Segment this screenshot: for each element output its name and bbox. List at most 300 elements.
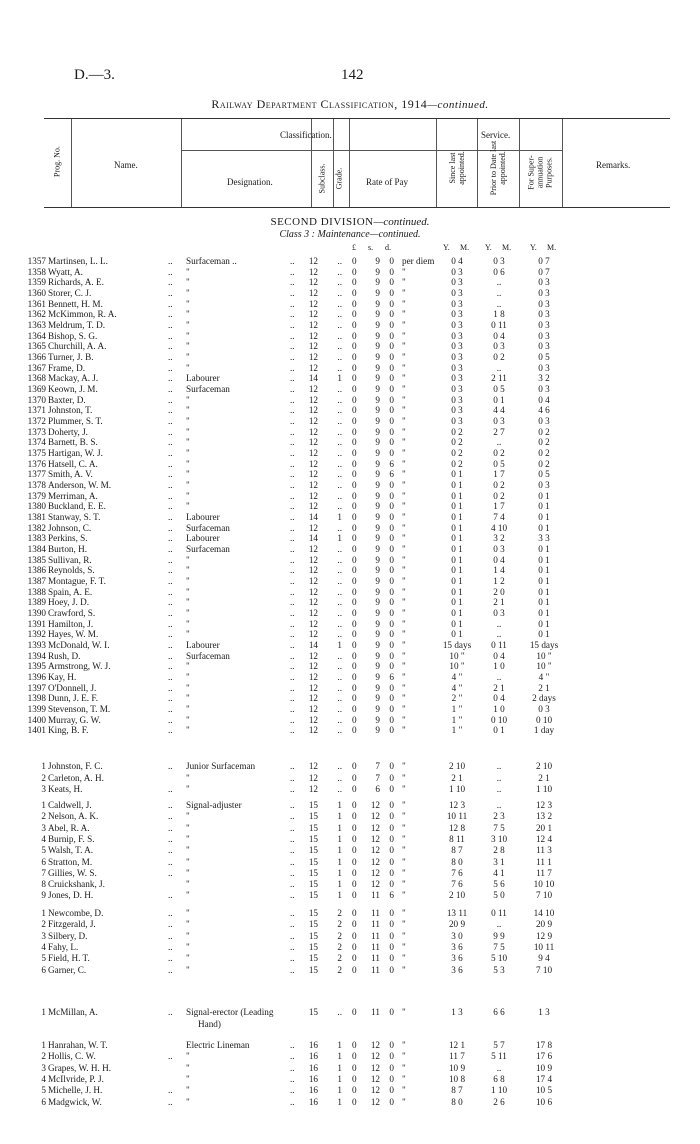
pay-per-cell: "	[402, 373, 406, 384]
prior-to-date-cell: ..	[496, 277, 502, 288]
designation-cell: "	[186, 930, 190, 941]
prior-to-date-cell: 5 3	[493, 964, 505, 975]
prog-no-cell: 1359	[27, 277, 46, 288]
prog-no-cell: 3	[41, 822, 46, 833]
name-leader-cell: ..	[168, 1096, 173, 1107]
pay-pence-cell: 0	[389, 608, 394, 619]
prog-no-cell: 1391	[27, 618, 46, 629]
designation-cell: Surfaceman	[186, 650, 230, 661]
prog-no-cell: 1380	[27, 501, 46, 512]
pay-per-cell: "	[402, 341, 406, 352]
grade-cell: ..	[337, 544, 342, 555]
name-leader-cell: ..	[168, 320, 173, 331]
subclass-cell: 15	[308, 908, 318, 918]
name-cell: Frame, D.	[48, 362, 85, 373]
grade-cell: ..	[337, 469, 342, 480]
designation-leader-cell: ..	[290, 867, 295, 878]
grade-header: Grade.	[334, 167, 344, 190]
pay-per-cell: "	[402, 437, 406, 448]
designation-cell: "	[186, 416, 190, 427]
pay-per-cell: "	[402, 930, 406, 941]
name-leader-cell: ..	[168, 682, 173, 693]
superannuation-cell: 17 6	[535, 1051, 553, 1062]
pay-per-cell: "	[402, 822, 406, 833]
designation-leader-cell: ..	[290, 845, 295, 856]
table-row	[0, 693, 700, 704]
pay-per-cell: "	[402, 384, 406, 395]
pay-shillings-cell: 11	[371, 919, 380, 930]
grade-cell: ..	[337, 448, 342, 459]
superannuation-cell: 12 9	[535, 930, 553, 941]
prog-no-cell: 1388	[27, 586, 46, 597]
prog-no-cell: 1373	[27, 426, 46, 437]
pay-per-cell: "	[402, 480, 406, 491]
prior-to-date-cell: 0 4	[493, 693, 505, 704]
name-leader-cell: ..	[168, 845, 173, 856]
name-leader-cell: ..	[168, 373, 173, 384]
pay-pence-cell: 0	[389, 800, 394, 810]
designation-cell: "	[186, 879, 190, 890]
designation-cell: "	[186, 1051, 190, 1062]
pay-pounds-cell: 0	[352, 352, 357, 363]
name-cell: Hartigan, W. J.	[48, 448, 103, 459]
since-last-cell: 0 1	[451, 608, 463, 619]
name-leader-cell: ..	[168, 256, 173, 266]
subclass-cell: 12	[308, 320, 318, 331]
name-leader-cell: ..	[168, 908, 173, 918]
subclass-cell: 12	[308, 597, 318, 608]
pay-pounds-cell: 0	[352, 672, 357, 683]
pay-pounds-cell: 0	[352, 373, 357, 384]
since-last-cell: 0 1	[451, 512, 463, 523]
name-leader-cell: ..	[168, 426, 173, 437]
pay-pence-cell: 0	[389, 330, 394, 341]
subclass-cell: 15	[308, 964, 318, 975]
prior-to-date-cell: 2 1	[493, 597, 505, 608]
since-last-cell: 1 "	[451, 704, 463, 715]
prog-no-cell: 1384	[27, 544, 46, 555]
name-leader-cell: ..	[168, 448, 173, 459]
page-title	[0, 97, 700, 112]
superannuation-cell: 17 4	[535, 1073, 553, 1084]
subclass-cell: 12	[308, 554, 318, 565]
name-cell: Perkins, S.	[48, 533, 88, 544]
designation-leader-cell: ..	[290, 448, 295, 459]
subclass-cell: 12	[308, 490, 318, 501]
designation-leader-cell: ..	[290, 256, 295, 266]
since-last-cell: 2 1	[451, 772, 463, 783]
subclass-cell: 12	[308, 309, 318, 320]
since-last-cell: 0 1	[451, 469, 463, 480]
pay-pounds-cell: 0	[352, 469, 357, 480]
prog-no-cell: 5	[41, 953, 46, 964]
grade-cell: 1	[337, 1096, 342, 1107]
grade-cell: ..	[337, 672, 342, 683]
prog-no-cell: 4	[41, 833, 46, 844]
pay-pence-cell: 0	[389, 1073, 394, 1084]
table-row	[0, 384, 700, 395]
since-last-cell: 12 8	[448, 822, 466, 833]
grade-cell: 1	[337, 879, 342, 890]
superannuation-cell: 10 9	[535, 1062, 553, 1073]
name-leader-cell: ..	[168, 437, 173, 448]
pay-shillings-cell: 11	[371, 1007, 380, 1017]
pay-shillings-cell: 9	[375, 437, 380, 448]
subclass-cell: 12	[308, 384, 318, 395]
designation-leader-cell: ..	[290, 725, 295, 736]
grade-cell: 1	[337, 640, 342, 651]
superannuation-cell: 2 days	[532, 693, 556, 704]
table-row	[0, 1040, 700, 1051]
pay-per-cell: "	[402, 501, 406, 512]
pay-per-cell: "	[402, 704, 406, 715]
prior-to-date-cell: 7 5	[493, 822, 505, 833]
subclass-cell: 12	[308, 618, 318, 629]
prior-to-date-cell: 0 2	[493, 448, 505, 459]
pay-pounds-cell: 0	[352, 458, 357, 469]
table-row	[0, 523, 700, 534]
name-leader-cell: ..	[168, 1051, 173, 1062]
pay-pence-cell: 6	[389, 469, 394, 480]
prior-months-unit: M.	[502, 243, 512, 252]
pay-shillings-cell: 9	[375, 608, 380, 619]
pay-per-cell: "	[402, 1007, 406, 1017]
pay-pounds-cell: 0	[352, 1096, 357, 1107]
pay-pence-cell: 0	[389, 288, 394, 298]
grade-cell: 1	[337, 512, 342, 523]
since-last-cell: 1 "	[451, 725, 463, 736]
pay-shillings-cell: 12	[370, 1062, 380, 1073]
since-last-cell: 8 7	[451, 845, 463, 856]
name-leader-cell: ..	[168, 941, 173, 952]
since-last-cell: 0 3	[451, 394, 463, 405]
table-row	[0, 437, 700, 448]
pay-pence-cell: 0	[389, 426, 394, 437]
designation-cell: "	[186, 298, 190, 309]
pay-pence-cell: 0	[389, 533, 394, 544]
since-last-cell: 10 11	[446, 811, 468, 822]
since-last-cell: 0 3	[451, 330, 463, 341]
superannuation-cell: 3 3	[538, 533, 550, 544]
since-last-cell: 0 1	[451, 586, 463, 597]
pay-pounds-cell: 0	[352, 288, 357, 298]
pay-pounds-cell: 0	[352, 1040, 357, 1050]
pay-pounds-cell: 0	[352, 522, 357, 533]
designation-leader-cell: ..	[290, 964, 295, 975]
superannuation-cell: 1 10	[535, 784, 553, 794]
name-cell: Cruickshank, J.	[48, 879, 105, 890]
pay-pounds-cell: 0	[352, 256, 357, 266]
pay-shillings-cell: 9	[375, 309, 380, 320]
prog-no-cell: 1396	[27, 672, 46, 683]
pay-per-cell: "	[402, 533, 406, 544]
name-leader-cell: ..	[168, 784, 173, 794]
pay-shillings-cell: 12	[370, 1040, 380, 1050]
name-header: Name.	[114, 160, 138, 170]
name-leader-cell: ..	[168, 362, 173, 373]
name-cell: Anderson, W. M.	[48, 480, 112, 491]
pay-shillings-cell: 9	[375, 586, 380, 597]
pay-shillings-cell: 9	[375, 288, 380, 298]
prior-to-date-cell: ..	[496, 362, 502, 373]
prog-no-cell: 1369	[27, 384, 46, 395]
pay-per-cell: "	[402, 544, 406, 555]
prog-no-cell: 1367	[27, 362, 46, 373]
pay-pence-cell: 0	[389, 373, 394, 384]
pay-pounds-cell: 0	[352, 576, 357, 587]
subclass-cell: 12	[308, 405, 318, 416]
pay-shillings-cell: 9	[375, 458, 380, 469]
pay-pence-cell: 0	[389, 833, 394, 844]
grade-cell: ..	[337, 320, 342, 331]
superannuation-cell: 0 3	[538, 309, 550, 320]
since-last-cell: 3 6	[451, 964, 463, 975]
pay-shillings-cell: 9	[375, 352, 380, 363]
pay-pounds-cell: 0	[352, 822, 357, 833]
table-row	[0, 661, 700, 672]
superannuation-cell: 0 3	[538, 384, 550, 395]
prog-no-cell: 2	[41, 772, 46, 783]
subclass-cell: 16	[308, 1073, 318, 1084]
designation-cell: "	[186, 501, 190, 512]
designation-leader-cell: ..	[290, 761, 295, 771]
pay-pounds-cell: 0	[352, 341, 357, 352]
prior-to-date-cell: 1 7	[493, 501, 505, 512]
superannuation-cell: 0 2	[538, 448, 550, 459]
since-last-cell: 0 3	[451, 341, 463, 352]
name-leader-cell: ..	[168, 1007, 173, 1017]
subclass-cell: 15	[308, 930, 318, 941]
subclass-cell: 15	[308, 867, 318, 878]
prior-to-date-cell: ..	[496, 800, 502, 810]
designation-leader-cell: ..	[290, 856, 295, 867]
designation-leader-cell: ..	[290, 341, 295, 352]
prior-to-date-cell: 1 7	[493, 469, 505, 480]
since-last-cell: 0 1	[451, 490, 463, 501]
prog-no-cell: 1371	[27, 405, 46, 416]
since-last-cell: 0 3	[451, 373, 463, 384]
pay-pounds-cell: 0	[352, 930, 357, 941]
pay-shillings-cell: 9	[375, 469, 380, 480]
since-last-cell: 1 10	[448, 784, 466, 794]
pay-per-cell: "	[402, 1040, 406, 1050]
pay-pounds-cell: 0	[352, 384, 357, 395]
name-cell: Madgwick, W.	[48, 1096, 102, 1107]
since-last-cell: 0 1	[451, 597, 463, 608]
designation-cell: "	[186, 469, 190, 480]
pay-pence-cell: 6	[389, 890, 394, 901]
pay-pounds-cell: 0	[352, 437, 357, 448]
pay-per-cell: "	[402, 890, 406, 901]
name-leader-cell: ..	[168, 277, 173, 288]
designation-cell: "	[186, 725, 190, 736]
pay-pence-cell: 0	[389, 522, 394, 533]
pay-pounds-cell: 0	[352, 1073, 357, 1084]
prior-to-date-cell: 5 11	[491, 1051, 507, 1062]
prog-no-cell: 1	[41, 800, 46, 810]
subclass-cell: 12	[308, 501, 318, 512]
since-last-cell: 0 3	[451, 266, 463, 277]
prog-no-cell: 1385	[27, 554, 46, 565]
name-cell: Hollis, C. W.	[48, 1051, 96, 1062]
table-row	[0, 565, 700, 576]
pay-pounds-cell: 0	[352, 501, 357, 512]
subclass-cell: 12	[308, 704, 318, 715]
table-row	[0, 288, 700, 299]
prior-to-date-cell: 0 4	[493, 554, 505, 565]
grade-cell: ..	[337, 1007, 342, 1017]
designation-cell: "	[186, 394, 190, 405]
table-row	[0, 363, 700, 374]
pay-pence-cell: 0	[389, 341, 394, 352]
pay-pence-cell: 0	[389, 1085, 394, 1096]
grade-cell: ..	[337, 384, 342, 395]
since-last-cell: 0 3	[451, 405, 463, 416]
name-cell: Johnson, C.	[48, 522, 92, 533]
superannuation-cell: 0 3	[538, 416, 550, 427]
pay-shillings-cell: 12	[370, 1073, 380, 1084]
pay-pence-cell: 0	[389, 362, 394, 373]
superannuation-cell: 0 1	[538, 544, 550, 555]
name-leader-cell: ..	[168, 576, 173, 587]
prior-to-date-cell: 4 10	[490, 522, 508, 533]
name-cell: Stevenson, T. M.	[48, 704, 111, 715]
superannuation-cell: 0 1	[538, 586, 550, 597]
pay-pounds-cell: 0	[352, 362, 357, 373]
superannuation-cell: 0 3	[538, 704, 550, 715]
prog-no-cell: 1400	[27, 714, 46, 725]
prog-no-cell: 1398	[27, 693, 46, 704]
name-cell: Burton, H.	[48, 544, 88, 555]
prog-no-cell: 1374	[27, 437, 46, 448]
name-cell: Hatsell, C. A.	[48, 458, 98, 469]
superannuation-cell: 0 1	[538, 490, 550, 501]
name-leader-cell: ..	[168, 416, 173, 427]
grade-cell: ..	[337, 501, 342, 512]
pay-per-cell: "	[402, 330, 406, 341]
since-last-cell: 0 1	[451, 533, 463, 544]
since-last-cell: 4 "	[451, 682, 463, 693]
grade-cell: ..	[337, 437, 342, 448]
prog-no-cell: 3	[41, 1062, 46, 1073]
pay-pence-cell: 0	[389, 953, 394, 964]
designation-cell: "	[186, 437, 190, 448]
division-title: SECOND DIVISION	[270, 216, 374, 228]
name-leader-cell: ..	[168, 800, 173, 810]
since-last-cell: 2 10	[448, 761, 466, 771]
division-suffix: —continued.	[373, 216, 430, 228]
subclass-cell: 12	[308, 761, 318, 771]
pay-per-cell: "	[402, 964, 406, 975]
superannuation-cell: 11 3	[536, 845, 552, 856]
name-cell: Bennett, H. M.	[48, 298, 103, 309]
designation-cell: "	[186, 277, 190, 288]
prog-no-cell: 1389	[27, 597, 46, 608]
pay-shillings-cell: 9	[375, 384, 380, 395]
superannuation-cell: 0 5	[538, 469, 550, 480]
since-last-cell: 0 1	[451, 501, 463, 512]
designation-cell: Labourer	[186, 640, 220, 651]
designation-cell: "	[186, 714, 190, 725]
name-leader-cell: ..	[168, 1085, 173, 1096]
name-leader-cell: ..	[168, 394, 173, 405]
prog-no-cell: 1393	[27, 640, 46, 651]
since-last-cell: 0 4	[451, 256, 463, 266]
designation-cell: "	[186, 490, 190, 501]
name-leader-cell: ..	[168, 725, 173, 736]
since-years-unit: Y.	[443, 243, 450, 252]
name-leader-cell: ..	[168, 833, 173, 844]
name-leader-cell: ..	[168, 714, 173, 725]
superannuation-cell: 0 1	[538, 512, 550, 523]
superannuation-cell: 10 "	[536, 650, 552, 661]
pay-per-cell: "	[402, 277, 406, 288]
since-last-cell: 0 2	[451, 426, 463, 437]
name-cell: Reynolds, S.	[48, 565, 95, 576]
prior-to-date-cell: 1 8	[493, 309, 505, 320]
designation-cell: "	[186, 661, 190, 672]
name-cell: Gillies, W. S.	[48, 867, 97, 878]
name-leader-cell: ..	[168, 522, 173, 533]
subclass-cell: 12	[308, 394, 318, 405]
since-last-cell: 0 3	[451, 362, 463, 373]
prog-no-cell: 5	[41, 1085, 46, 1096]
designation-cell: Signal-adjuster	[186, 800, 242, 810]
subclass-cell: 12	[308, 266, 318, 277]
pay-per-cell: "	[402, 919, 406, 930]
classification-header: Classification.	[280, 130, 332, 140]
designation-cell: "	[186, 330, 190, 341]
pay-pounds-cell: 0	[352, 554, 357, 565]
grade-cell: ..	[337, 394, 342, 405]
pay-pence-cell: 0	[389, 784, 394, 794]
prog-no-cell: 6	[41, 1096, 46, 1107]
pay-pounds-cell: 0	[352, 448, 357, 459]
designation-leader-cell: ..	[290, 1040, 295, 1050]
prior-to-date-cell: ..	[496, 919, 502, 930]
pay-pounds-cell: 0	[352, 761, 357, 771]
page-number: 142	[341, 67, 364, 83]
designation-leader-cell: ..	[290, 714, 295, 725]
prior-to-date-cell: 2 8	[493, 845, 505, 856]
grade-cell: ..	[337, 682, 342, 693]
superannuation-cell: 0 4	[538, 394, 550, 405]
prog-no-cell: 1382	[27, 522, 46, 533]
designation-leader-cell: ..	[290, 352, 295, 363]
pay-pence-cell: 0	[389, 320, 394, 331]
prog-no-cell: 1	[41, 1040, 46, 1050]
designation-cell: "	[186, 704, 190, 715]
subclass-cell: 12	[308, 714, 318, 725]
pay-per-cell: "	[402, 405, 406, 416]
pay-shillings-cell: 12	[370, 800, 380, 810]
pay-per-cell: "	[402, 512, 406, 523]
pay-shillings-cell: 9	[375, 693, 380, 704]
prior-to-date-cell: 4 1	[493, 867, 505, 878]
designation-cell: "	[186, 941, 190, 952]
pay-pence-cell: 0	[389, 1096, 394, 1107]
prior-to-date-cell: 5 10	[490, 953, 508, 964]
prog-no-cell: 4	[41, 1073, 46, 1084]
designation-cell: "	[186, 352, 190, 363]
grade-cell: ..	[337, 629, 342, 640]
pay-pence-cell: 0	[389, 416, 394, 427]
grade-cell: ..	[337, 650, 342, 661]
pay-pounds-cell: 0	[352, 1062, 357, 1073]
since-last-cell: 0 3	[451, 277, 463, 288]
pay-pence-cell: 0	[389, 964, 394, 975]
prog-no-cell: 1397	[27, 682, 46, 693]
